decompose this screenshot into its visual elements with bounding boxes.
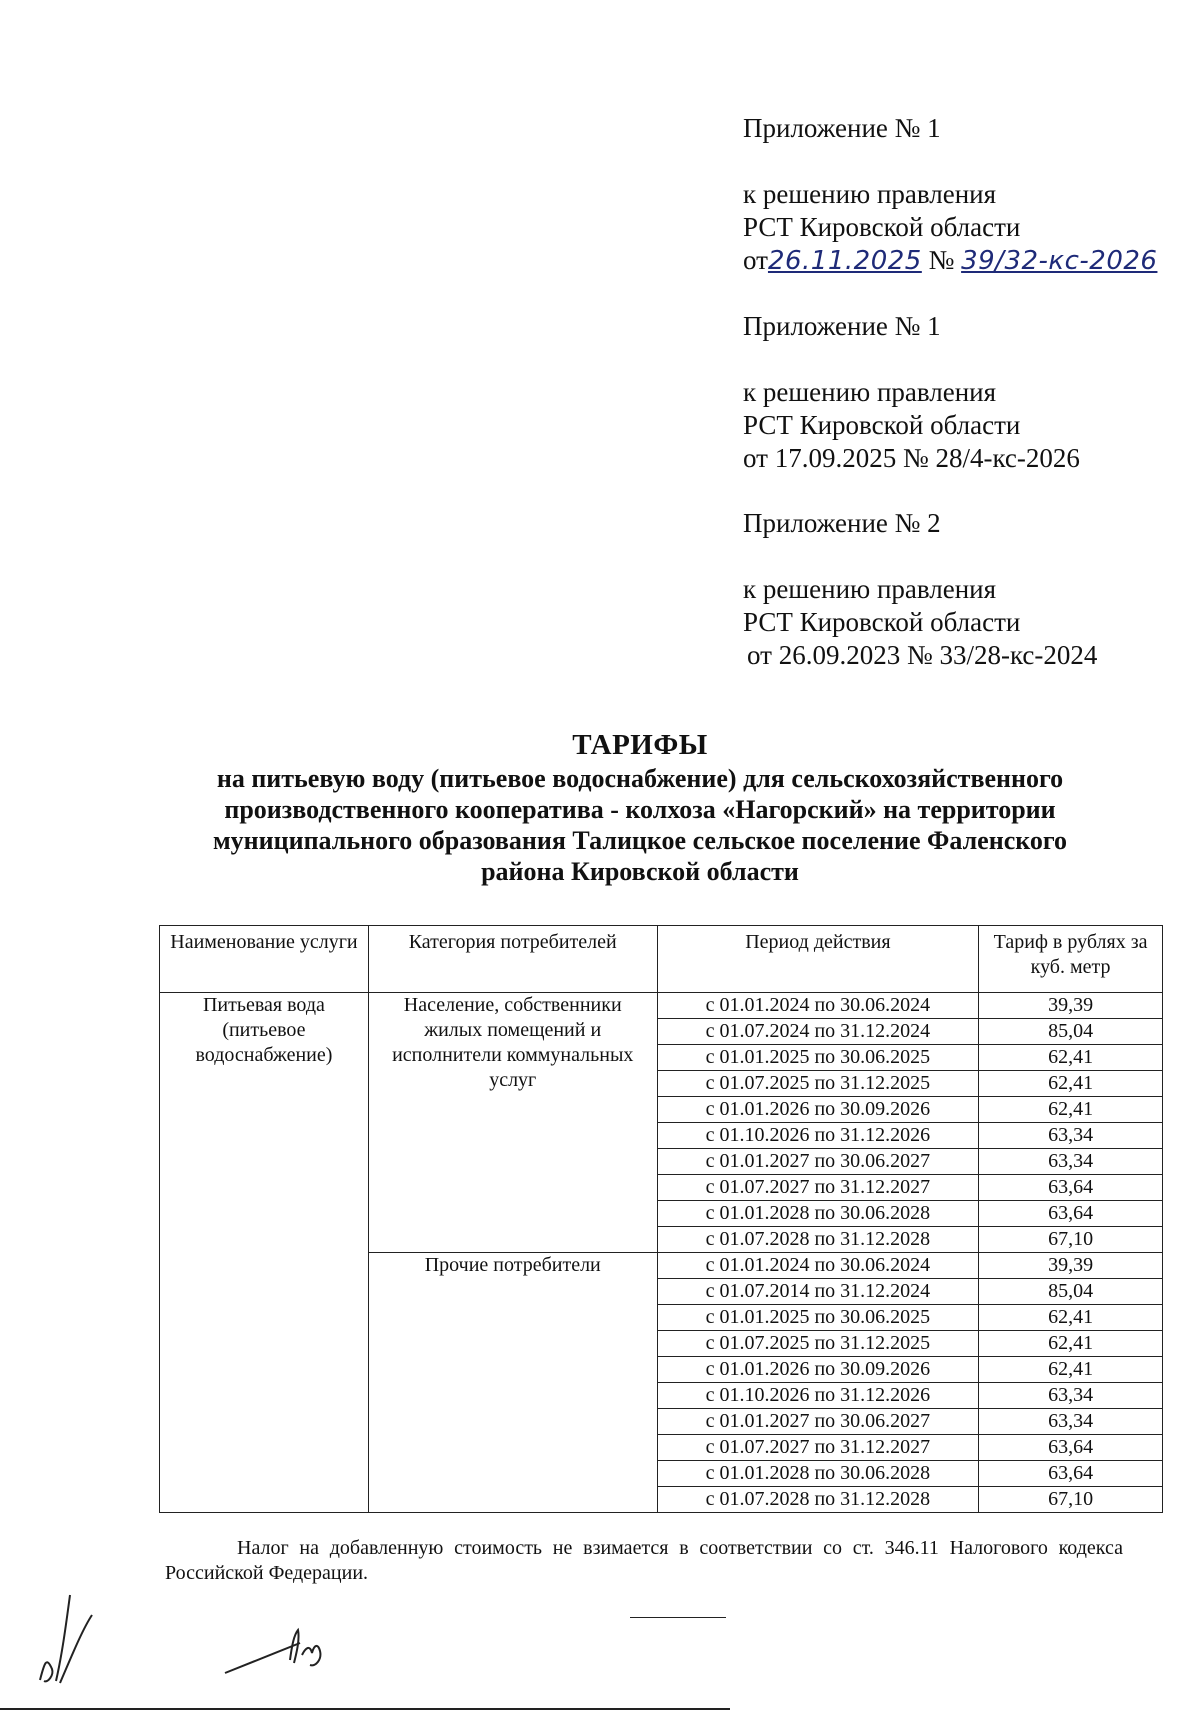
period-cell: с 01.07.2014 по 31.12.2024 (657, 1279, 979, 1305)
decision-label: к решению правления (743, 179, 997, 209)
rate-cell: 62,41 (979, 1357, 1163, 1383)
rate-cell: 63,34 (979, 1149, 1163, 1175)
title-main: ТАРИФЫ (572, 729, 708, 761)
title-line: производственного кооператива - колхоза «Нагорский» на территории (224, 795, 1056, 824)
title-line: муниципального образования Талицкое сельское поселение Фаленского (212, 826, 1068, 855)
period-cell: с 01.01.2028 по 30.06.2028 (657, 1461, 979, 1487)
rate-cell: 67,10 (979, 1227, 1163, 1253)
rate-cell: 63,64 (979, 1175, 1163, 1201)
appendix-header (743, 112, 1157, 704)
appendix-block-1 (743, 112, 1157, 278)
tariff-table-body (160, 993, 1163, 1513)
category-cell: Население, собственники жилых помещений и исполнители коммунальных услуг (368, 993, 657, 1253)
rate-cell: 63,34 (979, 1123, 1163, 1149)
rate-cell: 62,41 (979, 1331, 1163, 1357)
service-cell: Питьевая вода (питьевое водоснабжение) (160, 993, 369, 1513)
authority-label: РСТ Кировской области (743, 410, 1021, 440)
period-cell: с 01.07.2027 по 31.12.2027 (657, 1175, 979, 1201)
period-cell: с 01.01.2028 по 30.06.2028 (657, 1201, 979, 1227)
rate-cell: 62,41 (979, 1097, 1163, 1123)
authority-label: РСТ Кировской области (743, 212, 1021, 242)
rate-cell: 62,41 (979, 1305, 1163, 1331)
rate-cell: 63,34 (979, 1409, 1163, 1435)
rate-cell: 85,04 (979, 1019, 1163, 1045)
page-bottom-line (0, 1708, 730, 1710)
handwritten-signature (220, 1625, 340, 1680)
decision-label: к решению правления (743, 574, 997, 604)
date-prefix: от (743, 245, 768, 275)
period-cell: с 01.01.2027 по 30.06.2027 (657, 1149, 979, 1175)
appendix-title: Приложение № 1 (743, 311, 941, 341)
appendix-block-3 (743, 507, 1157, 672)
header-category: Категория потребителей (368, 926, 657, 993)
header-service: Наименование услуги (160, 926, 369, 993)
appendix-title: Приложение № 1 (743, 113, 941, 143)
period-cell: с 01.07.2028 по 31.12.2028 (657, 1227, 979, 1253)
rate-cell: 63,34 (979, 1383, 1163, 1409)
rate-cell: 39,39 (979, 1253, 1163, 1279)
period-cell: с 01.01.2027 по 30.06.2027 (657, 1409, 979, 1435)
vat-note: Налог на добавленную стоимость не взимается в соответствии со ст. 346.11 Налогового кодекса Российской Федерации. (165, 1537, 1123, 1584)
period-cell: с 01.07.2028 по 31.12.2028 (657, 1487, 979, 1513)
header-period: Период действия (657, 926, 979, 993)
title-line: на питьевую воду (питьевое водоснабжение) для сельскохозяйственного (216, 764, 1064, 793)
period-cell: с 01.10.2026 по 31.12.2026 (657, 1383, 979, 1409)
initials-signature (30, 1585, 100, 1695)
decision-ref: от 26.09.2023 № 33/28-кс-2024 (747, 640, 1098, 670)
rate-cell: 62,41 (979, 1071, 1163, 1097)
header-rate: Тариф в рублях за куб. метр (979, 926, 1163, 993)
rate-cell: 39,39 (979, 993, 1163, 1019)
period-cell: с 01.01.2024 по 30.06.2024 (657, 993, 979, 1019)
period-cell: с 01.01.2026 по 30.09.2026 (657, 1097, 979, 1123)
rate-cell: 63,64 (979, 1201, 1163, 1227)
rate-cell: 85,04 (979, 1279, 1163, 1305)
table-row (160, 993, 1163, 1019)
period-cell: с 01.01.2025 по 30.06.2025 (657, 1305, 979, 1331)
rate-cell: 62,41 (979, 1045, 1163, 1071)
rate-cell: 67,10 (979, 1487, 1163, 1513)
period-cell: с 01.01.2026 по 30.09.2026 (657, 1357, 979, 1383)
appendix-block-2 (743, 310, 1157, 475)
number-prefix: № (928, 245, 955, 275)
period-cell: с 01.07.2025 по 31.12.2025 (657, 1071, 979, 1097)
document-title (120, 727, 1160, 887)
period-cell: с 01.07.2024 по 31.12.2024 (657, 1019, 979, 1045)
rate-cell: 63,64 (979, 1461, 1163, 1487)
handwritten-number: 39/32-кс-2026 (961, 246, 1158, 276)
table-header-row (160, 926, 1163, 993)
title-line: района Кировской области (481, 857, 799, 886)
handwritten-date: 26.11.2025 (767, 246, 922, 276)
separator-line (630, 1617, 726, 1618)
rate-cell: 63,64 (979, 1435, 1163, 1461)
period-cell: с 01.07.2027 по 31.12.2027 (657, 1435, 979, 1461)
decision-ref: от 17.09.2025 № 28/4-кс-2026 (743, 443, 1080, 473)
tariff-table (159, 925, 1163, 1513)
decision-ref (743, 244, 1157, 278)
period-cell: с 01.07.2025 по 31.12.2025 (657, 1331, 979, 1357)
period-cell: с 01.10.2026 по 31.12.2026 (657, 1123, 979, 1149)
period-cell: с 01.01.2025 по 30.06.2025 (657, 1045, 979, 1071)
period-cell: с 01.01.2024 по 30.06.2024 (657, 1253, 979, 1279)
decision-label: к решению правления (743, 377, 997, 407)
authority-label: РСТ Кировской области (743, 607, 1021, 637)
appendix-title: Приложение № 2 (743, 508, 941, 538)
category-cell: Прочие потребители (368, 1253, 657, 1513)
